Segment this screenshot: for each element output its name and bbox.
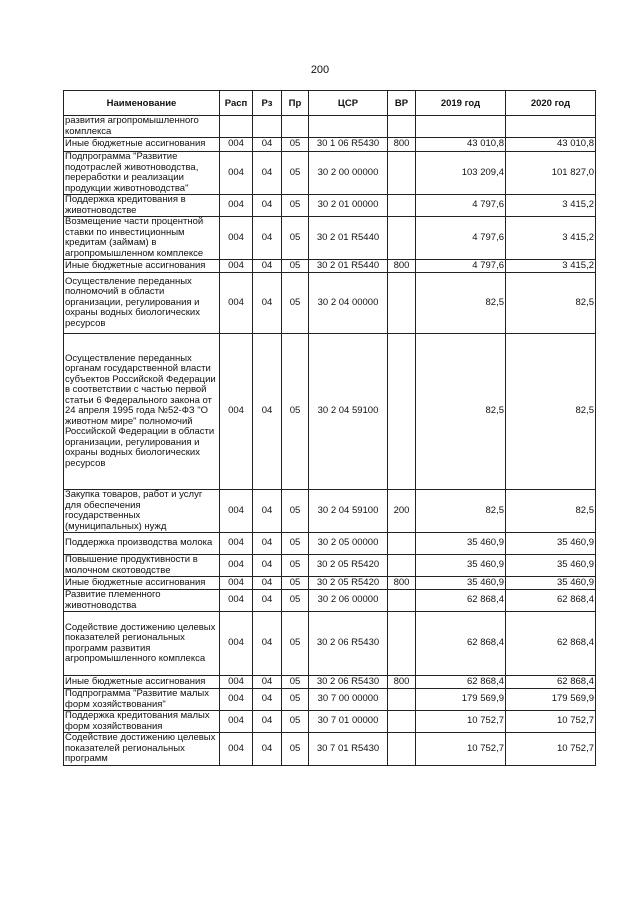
row-2020: 3 415,2 — [506, 217, 596, 260]
row-2020: 35 460,9 — [506, 577, 596, 590]
row-pr: 05 — [282, 676, 309, 689]
row-rasp — [220, 116, 253, 138]
row-vr — [388, 217, 416, 260]
row-csr: 30 2 00 00000 — [309, 152, 388, 195]
table-row — [64, 138, 596, 152]
table-row — [64, 533, 596, 555]
row-2020: 35 460,9 — [506, 555, 596, 577]
row-vr: 800 — [388, 676, 416, 689]
row-rz: 04 — [253, 577, 282, 590]
row-csr: 30 2 05 R5420 — [309, 577, 388, 590]
row-csr: 30 2 05 R5420 — [309, 555, 388, 577]
row-2019: 35 460,9 — [416, 533, 506, 555]
row-rz: 04 — [253, 711, 282, 733]
row-pr: 05 — [282, 334, 309, 490]
row-2020: 82,5 — [506, 273, 596, 334]
row-pr: 05 — [282, 195, 309, 217]
row-2020: 35 460,9 — [506, 533, 596, 555]
table-row — [64, 577, 596, 590]
row-pr: 05 — [282, 577, 309, 590]
table-row — [64, 195, 596, 217]
row-csr: 30 2 01 R5440 — [309, 260, 388, 273]
row-name: Иные бюджетные ассигнования — [64, 577, 220, 590]
row-name: Иные бюджетные ассигнования — [64, 260, 220, 273]
row-rasp: 004 — [220, 217, 253, 260]
row-rz: 04 — [253, 533, 282, 555]
row-rasp: 004 — [220, 590, 253, 612]
row-vr — [388, 116, 416, 138]
row-csr: 30 7 01 00000 — [309, 711, 388, 733]
row-pr: 05 — [282, 152, 309, 195]
row-name: Содействие достижению целевых показателей региональных программ — [64, 733, 220, 766]
row-2020: 82,5 — [506, 334, 596, 490]
row-vr: 800 — [388, 577, 416, 590]
row-2020: 3 415,2 — [506, 195, 596, 217]
row-csr: 30 1 06 R5430 — [309, 138, 388, 152]
row-csr: 30 2 01 R5440 — [309, 217, 388, 260]
row-2020: 101 827,0 — [506, 152, 596, 195]
row-csr: 30 2 04 59100 — [309, 490, 388, 533]
table-row — [64, 612, 596, 676]
row-rz: 04 — [253, 273, 282, 334]
row-2019 — [416, 116, 506, 138]
row-csr: 30 7 01 R5430 — [309, 733, 388, 766]
row-2020: 3 415,2 — [506, 260, 596, 273]
row-2020: 62 868,4 — [506, 590, 596, 612]
row-rz: 04 — [253, 733, 282, 766]
row-name: Подпрограмма "Развитие малых форм хозяйствования" — [64, 689, 220, 711]
row-2019: 179 569,9 — [416, 689, 506, 711]
row-pr: 05 — [282, 138, 309, 152]
row-2019: 4 797,6 — [416, 217, 506, 260]
table-row — [64, 273, 596, 334]
row-vr: 800 — [388, 260, 416, 273]
row-name: Возмещение части процентной ставки по инвестиционным кредитам (займам) в агропромышленном комплексе — [64, 217, 220, 260]
row-pr: 05 — [282, 711, 309, 733]
row-name: Иные бюджетные ассигнования — [64, 676, 220, 689]
row-rasp: 004 — [220, 711, 253, 733]
table-row — [64, 711, 596, 733]
row-rasp: 004 — [220, 138, 253, 152]
table-row — [64, 590, 596, 612]
row-rz: 04 — [253, 612, 282, 676]
row-name: Поддержка кредитования малых форм хозяйствования — [64, 711, 220, 733]
row-vr — [388, 152, 416, 195]
row-rasp: 004 — [220, 334, 253, 490]
table-row — [64, 116, 596, 138]
header-2020: 2020 год — [506, 91, 596, 116]
row-rz: 04 — [253, 334, 282, 490]
row-rz: 04 — [253, 217, 282, 260]
row-pr: 05 — [282, 612, 309, 676]
row-2019: 10 752,7 — [416, 711, 506, 733]
row-2020: 10 752,7 — [506, 733, 596, 766]
row-name: Содействие достижению целевых показателей региональных программ развития агропромышленного комплекса — [64, 612, 220, 676]
row-2020: 82,5 — [506, 490, 596, 533]
row-vr — [388, 555, 416, 577]
row-vr: 800 — [388, 138, 416, 152]
row-2020: 179 569,9 — [506, 689, 596, 711]
table-row — [64, 490, 596, 533]
row-pr: 05 — [282, 555, 309, 577]
row-rz — [253, 116, 282, 138]
row-csr: 30 2 04 59100 — [309, 334, 388, 490]
row-rasp: 004 — [220, 555, 253, 577]
row-name: Осуществление переданных полномочий в области организации, регулирования и охраны водных биологических ресурсов — [64, 273, 220, 334]
row-rasp: 004 — [220, 533, 253, 555]
row-2020: 62 868,4 — [506, 676, 596, 689]
row-pr: 05 — [282, 217, 309, 260]
row-name: Поддержка производства молока — [64, 533, 220, 555]
row-name: развития агропромышленного комплекса — [64, 116, 220, 138]
row-2019: 4 797,6 — [416, 195, 506, 217]
row-name: Развитие племенного животноводства — [64, 590, 220, 612]
row-2020: 62 868,4 — [506, 612, 596, 676]
row-pr: 05 — [282, 689, 309, 711]
row-2020: 43 010,8 — [506, 138, 596, 152]
row-rasp: 004 — [220, 577, 253, 590]
row-rz: 04 — [253, 590, 282, 612]
row-vr — [388, 689, 416, 711]
row-2019: 43 010,8 — [416, 138, 506, 152]
header-2019: 2019 год — [416, 91, 506, 116]
row-vr — [388, 533, 416, 555]
row-rasp: 004 — [220, 260, 253, 273]
row-rz: 04 — [253, 676, 282, 689]
row-2019: 62 868,4 — [416, 612, 506, 676]
row-rz: 04 — [253, 689, 282, 711]
row-2019: 62 868,4 — [416, 590, 506, 612]
row-csr: 30 2 06 R5430 — [309, 676, 388, 689]
row-vr — [388, 711, 416, 733]
header-vr: ВР — [388, 91, 416, 116]
row-vr — [388, 733, 416, 766]
table-row — [64, 152, 596, 195]
row-2019: 62 868,4 — [416, 676, 506, 689]
table-header-row — [64, 91, 596, 116]
row-rasp: 004 — [220, 195, 253, 217]
header-rz: Рз — [253, 91, 282, 116]
row-rasp: 004 — [220, 733, 253, 766]
table-row — [64, 555, 596, 577]
row-name: Закупка товаров, работ и услуг для обеспечения государственных (муниципальных) нужд — [64, 490, 220, 533]
row-vr — [388, 195, 416, 217]
row-rasp: 004 — [220, 689, 253, 711]
row-rz: 04 — [253, 152, 282, 195]
row-csr: 30 7 00 00000 — [309, 689, 388, 711]
row-csr: 30 2 06 R5430 — [309, 612, 388, 676]
row-vr — [388, 590, 416, 612]
row-csr: 30 2 06 00000 — [309, 590, 388, 612]
row-rz: 04 — [253, 138, 282, 152]
row-2019: 10 752,7 — [416, 733, 506, 766]
budget-table — [63, 90, 596, 766]
row-2020 — [506, 116, 596, 138]
table-row — [64, 689, 596, 711]
header-name: Наименование — [64, 91, 220, 116]
row-csr: 30 2 05 00000 — [309, 533, 388, 555]
row-2019: 4 797,6 — [416, 260, 506, 273]
header-csr: ЦСР — [309, 91, 388, 116]
row-rz: 04 — [253, 260, 282, 273]
row-pr: 05 — [282, 273, 309, 334]
row-name: Повышение продуктивности в молочном скотоводстве — [64, 555, 220, 577]
row-rasp: 004 — [220, 676, 253, 689]
row-rz: 04 — [253, 195, 282, 217]
row-pr: 05 — [282, 260, 309, 273]
row-vr: 200 — [388, 490, 416, 533]
row-2019: 35 460,9 — [416, 577, 506, 590]
row-2019: 103 209,4 — [416, 152, 506, 195]
table-row — [64, 733, 596, 766]
row-rasp: 004 — [220, 612, 253, 676]
row-2019: 82,5 — [416, 273, 506, 334]
page-number: 200 — [310, 64, 330, 76]
row-vr — [388, 273, 416, 334]
row-2019: 35 460,9 — [416, 555, 506, 577]
row-pr: 05 — [282, 590, 309, 612]
row-csr: 30 2 01 00000 — [309, 195, 388, 217]
table-row — [64, 217, 596, 260]
row-rz: 04 — [253, 555, 282, 577]
row-pr: 05 — [282, 533, 309, 555]
row-name: Поддержка кредитования в животноводстве — [64, 195, 220, 217]
header-pr: Пр — [282, 91, 309, 116]
row-vr — [388, 334, 416, 490]
row-rasp: 004 — [220, 152, 253, 195]
row-vr — [388, 612, 416, 676]
row-pr: 05 — [282, 733, 309, 766]
row-rasp: 004 — [220, 490, 253, 533]
row-pr — [282, 116, 309, 138]
row-2020: 10 752,7 — [506, 711, 596, 733]
header-rasp: Расп — [220, 91, 253, 116]
row-csr: 30 2 04 00000 — [309, 273, 388, 334]
row-name: Иные бюджетные ассигнования — [64, 138, 220, 152]
row-2019: 82,5 — [416, 334, 506, 490]
table-row — [64, 260, 596, 273]
row-2019: 82,5 — [416, 490, 506, 533]
table-row — [64, 676, 596, 689]
row-csr — [309, 116, 388, 138]
row-pr: 05 — [282, 490, 309, 533]
row-name: Осуществление переданных органам государственной власти субъектов Российской Федерации в соответствии с частью первой статьи 6 Федерального закона от 24 апреля 1995 года №52-ФЗ "О животном мире" полномочий Российской Федерации в области организации, регулирования и охраны водных биологических ресурсов — [64, 334, 220, 490]
row-rz: 04 — [253, 490, 282, 533]
table-row — [64, 334, 596, 490]
row-rasp: 004 — [220, 273, 253, 334]
row-name: Подпрограмма "Развитие подотраслей животноводства, переработки и реализации продукции животноводства" — [64, 152, 220, 195]
